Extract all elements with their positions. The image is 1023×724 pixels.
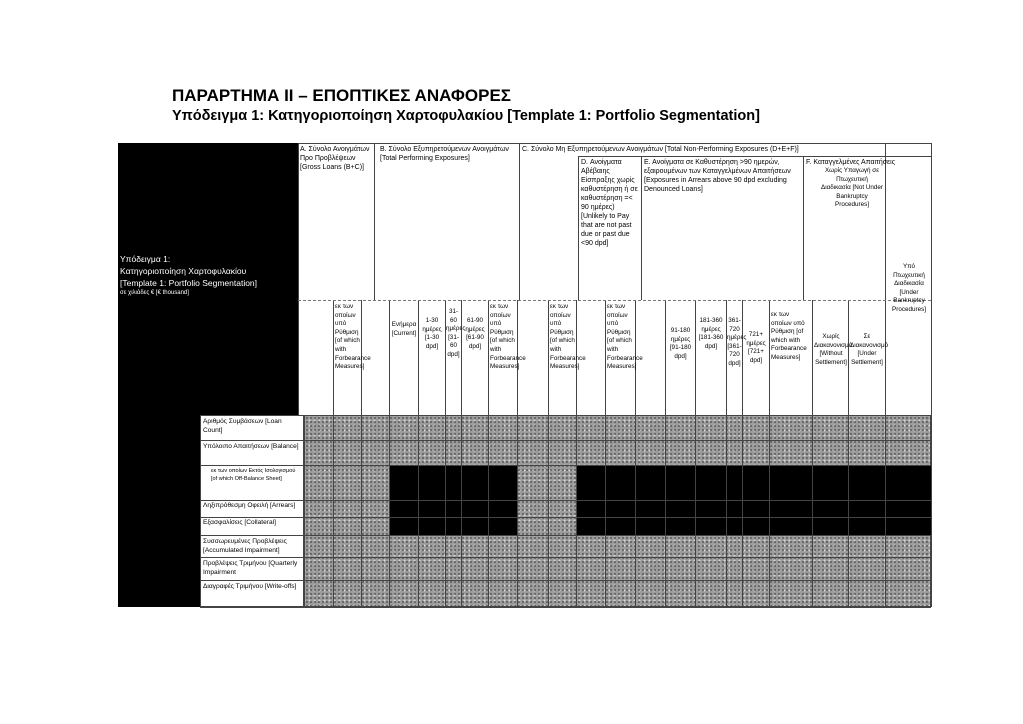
header-d-of-which-forborne: εκ των οποίων υπό Ρύθμιση [of which with Forbearance Measures] [607,303,643,371]
template-label: Υπόδειγμα 1: Κατηγοριοποίηση Χαρτοφυλακίου [Template 1: Portfolio Segmentation] σε χιλιάδες € [€ thousand] [120,254,258,296]
header-e-91-180: 91-180 ημέρες [91-180 dpd] [669,327,692,360]
header-c-of-which-forborne: εκ των οποίων υπό Ρύθμιση [of which with Forbearance Measures] [550,303,586,371]
header-e-181-360: 181-360 ημέρες [181-360 dpd] [698,317,724,350]
header-b-1-30: 1-30 ημέρες [1-30 dpd] [422,317,442,350]
row-balance: Υπόλοιπο Απαιτήσεων [Balance] [200,440,304,466]
header-a-of-which-forborne: εκ των οποίων υπό Ρύθμιση [of which with Forbearance Measures] [335,303,371,371]
portfolio-segmentation-table [118,143,931,607]
header-b-61-90: 61-90 ημέρες [61-90 dpd] [465,317,485,350]
header-b-current: Ενήμερα [Current] [391,321,417,337]
row-accumulated-impairment: Συσσωρευμένες Προβλέψεις [Accumulated Impairment] [200,535,304,558]
header-f-denounced: F. Καταγγελμένες Απαιτήσεις [806,159,896,166]
row-collateral: Εξασφαλίσεις [Collateral] [200,517,304,536]
header-f1-not-bankruptcy: Χωρίς Υπαγωγή σε Πτωχευτική Διαδικασία [Not Under Bankruptcy Procedures] [821,167,883,209]
header-e-361-720: 361-720 ημέρες [361-720 dpd] [727,317,747,367]
header-f2-bankruptcy: Υπό Πτωχευτική Διαδικασία [Under Bankruptcy Procedures] [892,263,926,313]
header-f1-under-settlement: Σε Διακανονισμό [Under Settlement] [850,333,889,366]
page-title: ΠΑΡΑΡΤΗΜΑ ΙΙ – ΕΠΟΠΤΙΚΕΣ ΑΝΑΦΟΡΕΣ [172,86,511,105]
header-a-gross-loans: Α. Σύνολο Ανοιγμάτων Προ Προβλέψεων [Gross Loans (B+C)] [300,146,370,171]
header-b-performing: Β. Σύνολο Εξυπηρετούμενων Ανοιγμάτων [Total Performing Exposures] [380,146,509,162]
header-f1-without-settlement: Χωρίς Διακανονισμό [Without Settlement] [814,333,853,366]
page-subtitle: Υπόδειγμα 1: Κατηγοριοποίηση Χαρτοφυλακίου [Template 1: Portfolio Segmentation] [172,108,760,124]
header-b-31-60: 31-60 ημέρες [31-60 dpd] [446,308,466,358]
header-e-721-plus: 721+ ημέρες [721+ dpd] [746,331,766,364]
header-d-unlikely-to-pay: D. Ανοίγματα Αβέβαιης Είσπραξης χωρίς καθυστέρηση ή σε καθυστέρηση =< 90 ημέρες) [Unlikely to Pay that are not past due or past due <90 dpd] [581,159,638,247]
header-e-of-which-forborne: εκ των οποίων υπό Ρύθμιση [of which with Forbearance Measures] [771,311,807,361]
row-arrears: Ληξιπρόθεσμη Οφειλή [Arrears] [200,500,304,518]
header-c-non-performing: C. Σύνολο Μη Εξυπηρετούμενων Ανοιγμάτων [Total Non-Performing Exposures (D+E+F)] [522,146,799,153]
header-b-of-which-forborne: εκ των οποίων υπό Ρύθμιση [of which with Forbearance Measures] [490,303,526,371]
row-quarterly-impairment: Προβλέψεις Τριμήνου [Quarterly Impairment [200,557,304,581]
row-area-left-panel [118,415,200,607]
row-off-balance-sheet: εκ των οποίων Εκτός Ισολογισμού [of which Off-Balance Sheet] [200,465,304,501]
header-e-arrears-90: Ε. Ανοίγματα σε Καθυστέρηση >90 ημερών, εξαιρουμένων των Καταγγελμένων Απαιτήσεων [Exposures in Arrears above 90 dpd excluding Denounced Loans] [644,159,791,193]
row-loan-count: Αριθμός Συμβάσεων [Loan Count] [200,415,304,441]
row-write-offs: Διαγραφές Τριμήνου [Write-offs] [200,580,304,607]
